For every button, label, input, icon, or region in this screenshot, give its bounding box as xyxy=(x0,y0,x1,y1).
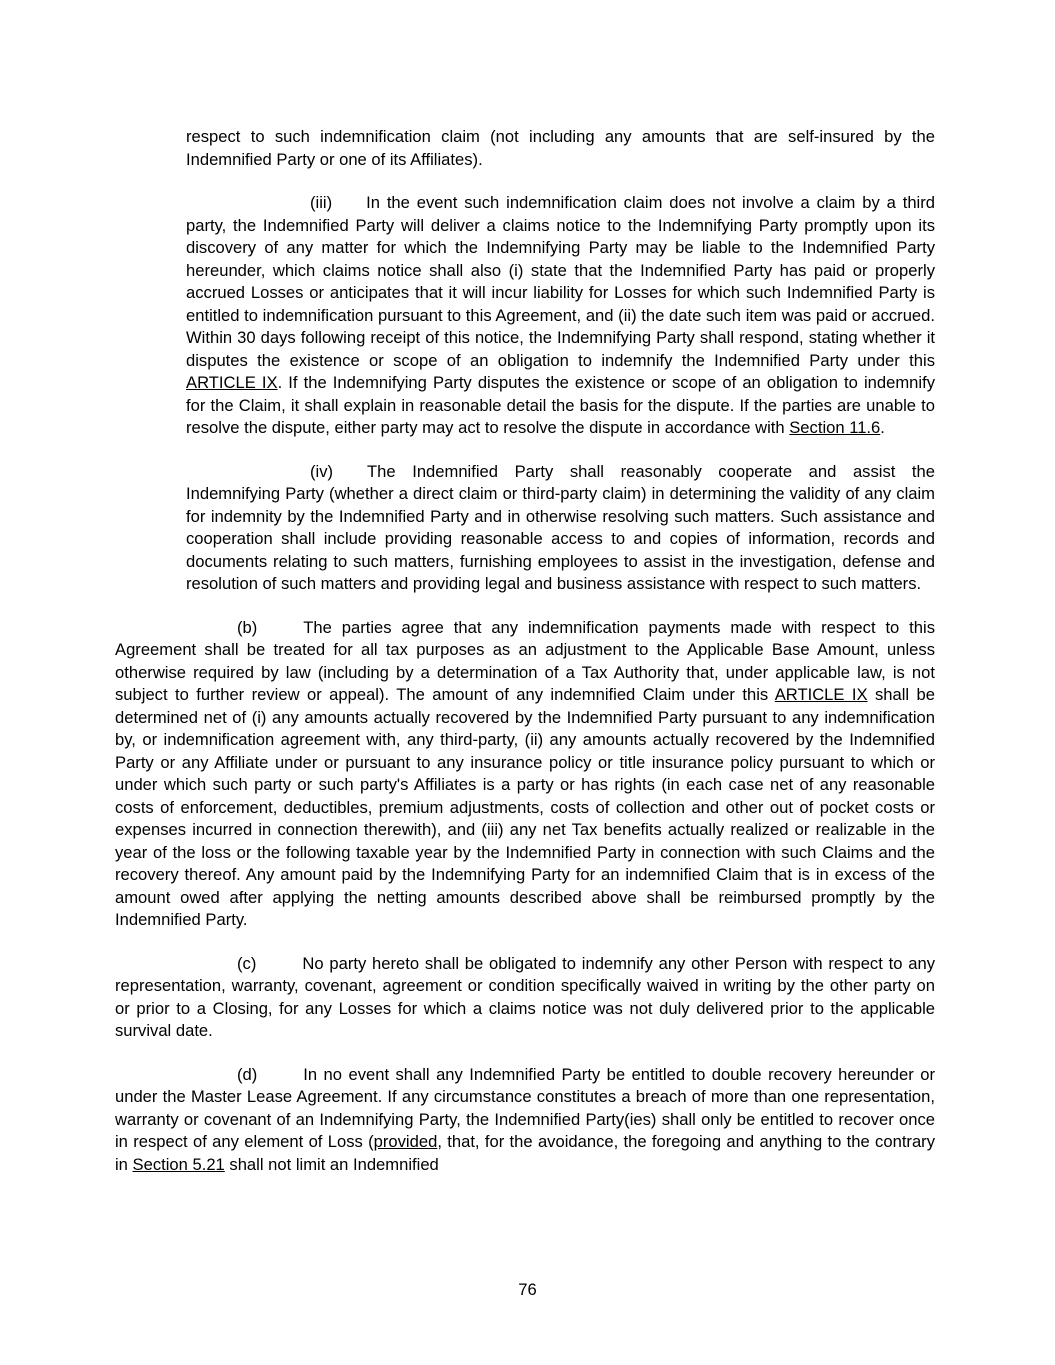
tab-spacer xyxy=(257,1079,303,1080)
text-run: respect to such indemnification claim (not including any amounts that are self-insured by the Indemnified Party or one of its Affiliates). xyxy=(186,127,935,169)
tab-spacer xyxy=(115,968,237,969)
cross-reference-section-11-6: Section 11.6 xyxy=(789,418,881,437)
tab-spacer xyxy=(115,1079,237,1080)
paragraph-continuation xyxy=(186,126,935,171)
tab-spacer xyxy=(115,632,237,633)
cross-reference-article-ix: ARTICLE IX xyxy=(774,685,868,704)
text-run: In no event shall any Indemnified Party be entitled to double recovery hereunder or under the Master Lease Agreement. If any circumstance constitutes a breach of more than one representation, warranty or covenant of an Indemnifying Party, the Indemnified Party(ies) shall only be entitled to recover once in respect of any element of Loss ( xyxy=(115,1064,935,1151)
tab-spacer xyxy=(186,207,310,208)
text-run: . xyxy=(880,418,885,437)
text-run: shall not limit an Indemnified xyxy=(224,1154,439,1174)
page-number: 76 xyxy=(518,1280,537,1299)
cross-reference-section-5-21: Section 5.21 xyxy=(132,1154,225,1174)
text-run: The parties agree that any indemnification payments made with respect to this Agreement shall be treated for all tax purposes as an adjustment to the Applicable Base Amount, unless otherwise required by law (including by a determination of a Tax Authority that, under applicable law, is not subject to further review or appeal). The amount of any indemnified Claim under this xyxy=(115,617,935,704)
list-marker-b: (b) xyxy=(237,617,258,637)
paragraph-d xyxy=(115,1064,935,1177)
text-run: No party hereto shall be obligated to indemnify any other Person with respect to any representation, warranty, covenant, agreement or condition specifically waived in writing by the other party on or prior to a Closing, for any Losses for which a claims notice was not duly delivered prior to the applicable survival date. xyxy=(115,953,935,1040)
list-marker-iv: (iv) xyxy=(310,461,334,481)
text-run: The Indemnified Party shall reasonably cooperate and assist the Indemnifying Party (whether a direct claim or third-party claim) in determining the validity of any claim for indemnity by the Indemnified Party and in otherwise resolving such matters. Such assistance and cooperation shall include providing reasonable access to and copies of information, records and documents relating to such matters, furnishing employees to assist in the investigation, defense and resolution of such matters and providing legal and business assistance with respect to such matters. xyxy=(186,461,935,593)
list-marker-c: (c) xyxy=(237,953,257,973)
document-body xyxy=(115,126,935,1197)
defined-term-provided: provided xyxy=(373,1132,438,1151)
paragraph-iii xyxy=(186,192,935,440)
text-run: shall be determined net of (i) any amounts actually recovered by the Indemnified Party pursuant to any indemnification by, or indemnification agreement with, any third-party, (ii) any amounts actually recovered by the Indemnified Party or any Affiliate under or pursuant to any insurance policy or title insurance policy pursuant to which or under which such party or such party's Affiliates is a party or has rights (in each case net of any reasonable costs of enforcement, deductibles, premium adjustments, costs of collection and other out of pocket costs or expenses incurred in connection therewith), and (iii) any net Tax benefits actually realized or realizable in the year of the loss or the following taxable year by the Indemnified Party in connection with such Claims and the recovery thereof. Any amount paid by the Indemnifying Party for an indemnified Claim that is in excess of the amount owed after applying the netting amounts described above shall be reimbursed promptly by the Indemnified Party. xyxy=(115,685,935,929)
tab-spacer xyxy=(333,476,367,477)
text-run: In the event such indemnification claim does not involve a claim by a third party, the Indemnified Party will deliver a claims notice to the Indemnifying Party promptly upon its discovery of any matter for which the Indemnifying Party may be liable to the Indemnified Party hereunder, which claims notice shall also (i) state that the Indemnified Party has paid or properly accrued Losses or anticipates that it will incur liability for Losses for which such Indemnified Party is entitled to indemnification pursuant to this Agreement, and (ii) the date such item was paid or accrued. Within 30 days following receipt of this notice, the Indemnifying Party shall respond, stating whether it disputes the existence or scope of an obligation to indemnify the Indemnified Party under this xyxy=(186,193,935,370)
paragraph-c xyxy=(115,953,935,1043)
paragraph-b xyxy=(115,617,935,932)
text-run: , that, for the avoidance, the foregoing and anything to the contrary in xyxy=(115,1132,936,1174)
list-marker-iii: (iii) xyxy=(310,193,333,212)
tab-spacer xyxy=(186,476,310,477)
list-marker-d: (d) xyxy=(237,1064,258,1084)
tab-spacer xyxy=(332,207,366,208)
text-run: . If the Indemnifying Party disputes the existence or scope of an obligation to indemnify for the Claim, it shall explain in reasonable detail the basis for the dispute. If the parties are unable to resolve the dispute, either party may act to resolve the dispute in accordance with xyxy=(186,373,935,437)
tab-spacer xyxy=(257,632,303,633)
cross-reference-article-ix: ARTICLE IX xyxy=(186,373,278,392)
tab-spacer xyxy=(256,968,302,969)
paragraph-iv xyxy=(186,461,935,596)
